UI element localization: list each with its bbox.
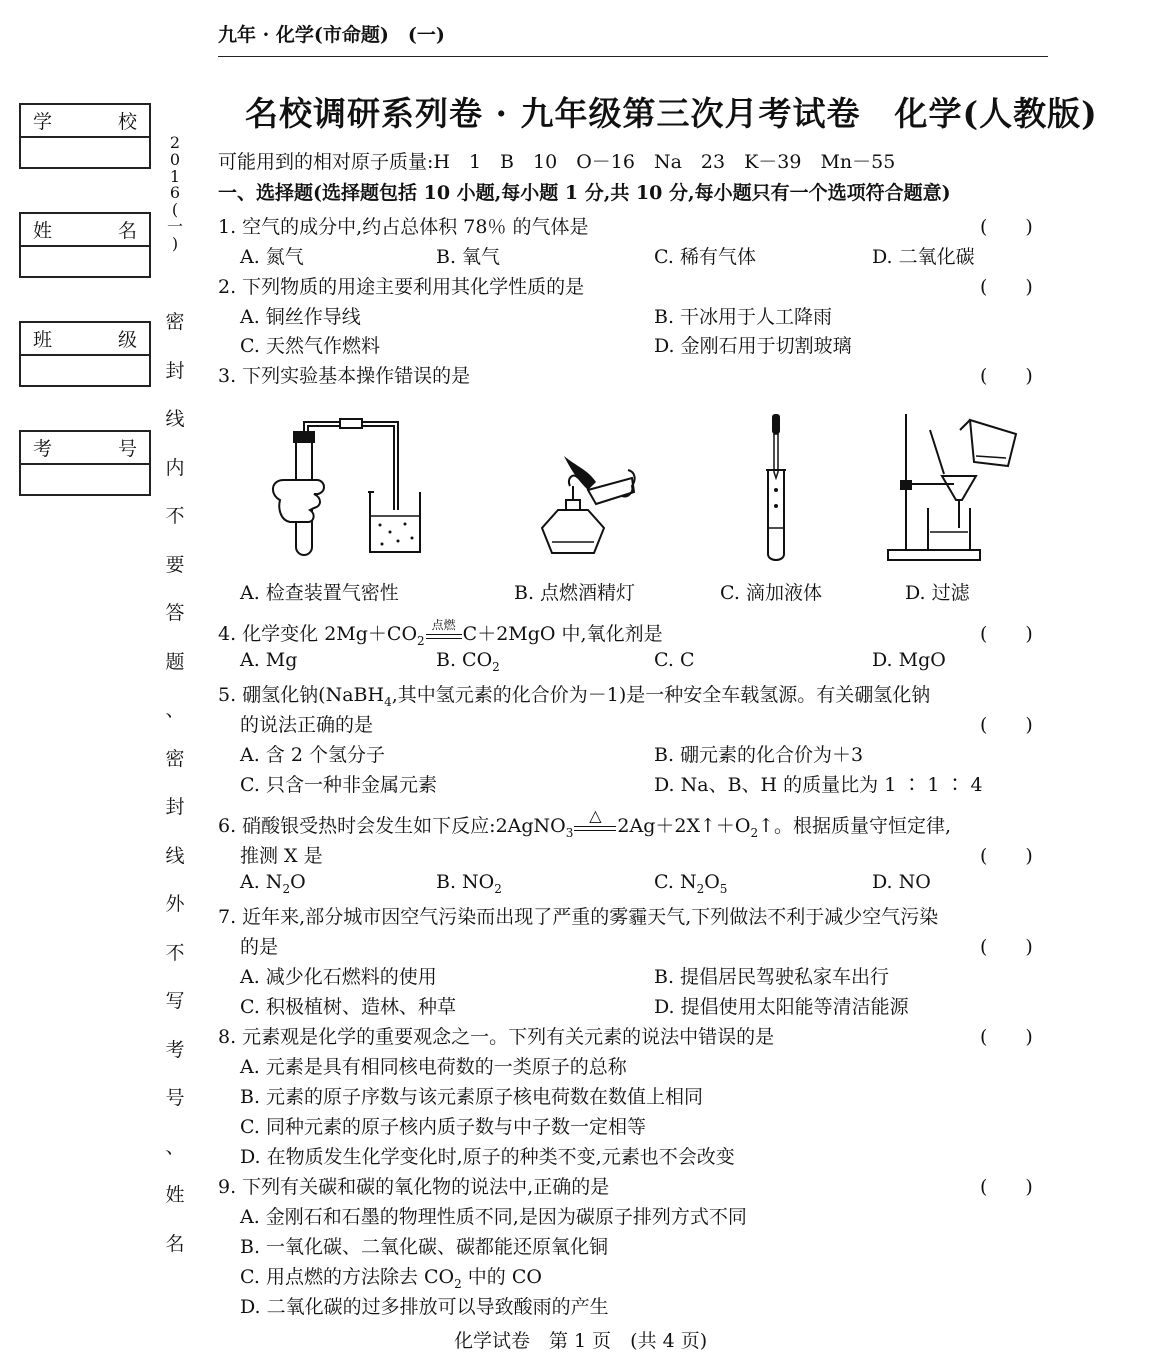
q6-option-a-pre: A. N bbox=[240, 871, 283, 893]
q9-option-a[interactable]: A. 金刚石和石墨的物理性质不同,是因为碳原子排列方式不同 bbox=[240, 1206, 747, 1228]
q8-option-a[interactable]: A. 元素是具有相同核电荷数的一类原子的总称 bbox=[240, 1056, 627, 1078]
q7-option-a[interactable]: A. 减少化石燃料的使用 bbox=[240, 966, 437, 988]
vertical-char: 、 bbox=[165, 699, 185, 721]
running-header: 九年 · 化学(市命题) (一) bbox=[218, 24, 445, 46]
q2-option-b[interactable]: B. 干冰用于人工降雨 bbox=[654, 306, 833, 328]
vertical-char: 号 bbox=[165, 1087, 185, 1109]
q4-equals-sign bbox=[425, 618, 463, 646]
q6-option-c[interactable] bbox=[654, 871, 727, 896]
q4-stem-pre: 4. 化学变化 2Mg＋CO bbox=[218, 623, 418, 645]
vertical-char: 线 bbox=[165, 844, 185, 867]
q6-stem bbox=[218, 806, 952, 840]
q5-stem bbox=[218, 680, 930, 709]
q5-option-c[interactable]: C. 只含一种非金属元素 bbox=[240, 774, 437, 796]
vertical-char: 不 bbox=[165, 505, 185, 527]
q6-no3-subscript: 3 bbox=[565, 825, 574, 840]
q2-option-d[interactable]: D. 金刚石用于切割玻璃 bbox=[654, 335, 852, 357]
name-box[interactable] bbox=[19, 212, 151, 278]
vertical-char: ) bbox=[171, 233, 179, 253]
school-box[interactable] bbox=[19, 103, 151, 169]
q9-option-c-pre: C. 用点燃的方法除去 CO bbox=[240, 1266, 455, 1288]
q5-subscript: 4 bbox=[384, 694, 392, 709]
page-footer: 化学试卷 第 1 页 (共 4 页) bbox=[454, 1330, 708, 1352]
vertical-char: 外 bbox=[165, 893, 185, 915]
vertical-char: 一 bbox=[166, 216, 183, 236]
vertical-char: ( bbox=[171, 200, 179, 220]
q6-o2-subscript: 2 bbox=[750, 825, 759, 840]
q3-option-d[interactable]: D. 过滤 bbox=[905, 582, 970, 604]
q1-option-d[interactable]: D. 二氧化碳 bbox=[872, 246, 975, 268]
vertical-char: 写 bbox=[165, 990, 185, 1012]
exam-number-label-r: 号 bbox=[117, 438, 137, 460]
q1-stem: 1. 空气的成分中,约占总体积 78％ 的气体是 bbox=[218, 216, 589, 238]
lighting-alcohol-lamp-figure bbox=[536, 448, 640, 558]
q8-answer-paren[interactable]: ( ) bbox=[980, 1026, 1033, 1048]
q4-co2-subscript: 2 bbox=[417, 633, 425, 648]
q6-equals-sign bbox=[573, 806, 617, 838]
filtration-figure bbox=[884, 410, 1024, 562]
q4-option-b-text: B. CO bbox=[436, 649, 493, 671]
class-label-r: 级 bbox=[117, 329, 137, 351]
name-label-l: 姓 bbox=[33, 220, 53, 242]
q5-answer-paren[interactable]: ( ) bbox=[980, 714, 1033, 736]
class-box[interactable] bbox=[19, 321, 151, 387]
q8-stem: 8. 元素观是化学的重要观念之一。下列有关元素的说法中错误的是 bbox=[218, 1026, 775, 1048]
school-label-r: 校 bbox=[117, 111, 137, 133]
q6-stem-end: ↑。根据质量守恒定律, bbox=[758, 815, 952, 837]
class-label-l: 班 bbox=[33, 329, 53, 351]
vertical-char: 2 bbox=[169, 133, 181, 152]
vertical-char: 密 bbox=[165, 747, 185, 770]
q6-stem-pre: 6. 硝酸银受热时会发生如下反应:2AgNO bbox=[218, 815, 566, 837]
q6-option-c-mid: O bbox=[704, 871, 720, 893]
q5-stem-line2: 的说法正确的是 bbox=[240, 714, 374, 736]
vertical-char: 考 bbox=[165, 1038, 185, 1061]
q3-option-b[interactable]: B. 点燃酒精灯 bbox=[514, 582, 636, 604]
q2-answer-paren[interactable]: ( ) bbox=[980, 276, 1033, 298]
q8-option-d[interactable]: D. 在物质发生化学变化时,原子的种类不变,元素也不会改变 bbox=[240, 1146, 735, 1168]
vertical-char: 6 bbox=[169, 183, 181, 203]
vertical-char: 1 bbox=[169, 166, 181, 186]
vertical-char: 、 bbox=[165, 1135, 185, 1158]
q8-option-b[interactable]: B. 元素的原子序数与该元素原子核电荷数在数值上相同 bbox=[240, 1086, 704, 1108]
q4-stem bbox=[218, 619, 663, 648]
q6-option-c-sub1: 2 bbox=[696, 881, 705, 896]
vertical-char: 不 bbox=[165, 941, 185, 964]
vertical-char: 封 bbox=[165, 796, 185, 818]
airtightness-check-figure bbox=[270, 410, 430, 560]
q7-stem: 7. 近年来,部分城市因空气污染而出现了严重的雾霾天气,下列做法不利于减少空气污染 bbox=[218, 906, 939, 928]
q1-option-c[interactable]: C. 稀有气体 bbox=[654, 246, 756, 268]
paper-title: 名校调研系列卷 · 九年级第三次月考试卷 化学(人教版) bbox=[245, 94, 1098, 133]
q4-option-b-subscript: 2 bbox=[492, 659, 500, 674]
q6-condition: △ bbox=[589, 806, 602, 825]
q2-stem: 2. 下列物质的用途主要利用其化学性质的是 bbox=[218, 276, 585, 298]
vertical-char: 密 bbox=[165, 311, 185, 333]
q7-option-b[interactable]: B. 提倡居民驾驶私家车出行 bbox=[654, 966, 890, 988]
q6-option-b-sub: 2 bbox=[494, 881, 502, 896]
q2-option-a[interactable]: A. 铜丝作导线 bbox=[240, 306, 361, 328]
q9-answer-paren[interactable]: ( ) bbox=[980, 1176, 1033, 1198]
q6-option-b[interactable] bbox=[436, 871, 502, 896]
q7-answer-paren[interactable]: ( ) bbox=[980, 936, 1033, 958]
q5-option-a[interactable]: A. 含 2 个氢分子 bbox=[240, 744, 385, 766]
q6-option-b-pre: B. NO bbox=[436, 871, 495, 893]
name-label-r: 名 bbox=[117, 220, 137, 242]
q3-answer-paren[interactable]: ( ) bbox=[980, 365, 1033, 387]
q3-option-c[interactable]: C. 滴加液体 bbox=[720, 582, 822, 604]
school-label-l: 学 bbox=[33, 111, 53, 133]
q4-answer-paren[interactable]: ( ) bbox=[980, 623, 1033, 645]
q3-option-a[interactable]: A. 检查装置气密性 bbox=[240, 582, 399, 604]
vertical-char: 题 bbox=[165, 650, 185, 673]
q7-option-c[interactable]: C. 积极植树、造林、种草 bbox=[240, 996, 456, 1018]
vertical-char: 姓 bbox=[165, 1184, 185, 1206]
q6-answer-paren[interactable]: ( ) bbox=[980, 845, 1033, 867]
seal-line-vertical bbox=[160, 298, 190, 1268]
q4-option-d[interactable]: D. MgO bbox=[872, 649, 946, 671]
year-vertical bbox=[160, 135, 190, 253]
q6-option-c-sub2: 5 bbox=[719, 881, 728, 896]
q5-stem-post: ,其中氢元素的化合价为－1)是一种安全车载氢源。有关硼氢化钠 bbox=[391, 684, 931, 706]
q1-answer-paren[interactable]: ( ) bbox=[980, 216, 1033, 238]
atomic-masses: 可能用到的相对原子质量:H 1 B 10 O－16 Na 23 K－39 Mn－55 bbox=[218, 151, 896, 173]
q7-stem-line2: 的是 bbox=[240, 936, 279, 958]
q1-option-b[interactable]: B. 氧气 bbox=[436, 246, 501, 268]
q9-option-c[interactable] bbox=[240, 1262, 542, 1291]
q3-stem: 3. 下列实验基本操作错误的是 bbox=[218, 365, 471, 387]
q5-option-b[interactable]: B. 硼元素的化合价为＋3 bbox=[654, 744, 864, 766]
vertical-char: 封 bbox=[165, 359, 185, 382]
section-heading: 一、选择题(选择题包括 10 小题,每小题 1 分,共 10 分,每小题只有一个选项符合题意) bbox=[218, 182, 951, 204]
q9-option-b[interactable]: B. 一氧化碳、二氧化碳、碳都能还原氧化铜 bbox=[240, 1236, 609, 1258]
q6-option-a[interactable] bbox=[240, 871, 306, 896]
vertical-char: 答 bbox=[165, 602, 185, 624]
exam-number-label-l: 考 bbox=[33, 438, 53, 460]
q5-option-d[interactable]: D. Na、B、H 的质量比为 1 ∶ 1 ∶ 4 bbox=[654, 774, 983, 796]
q9-option-d[interactable]: D. 二氧化碳的过多排放可以导致酸雨的产生 bbox=[240, 1296, 609, 1318]
q9-stem: 9. 下列有关碳和碳的氧化物的说法中,正确的是 bbox=[218, 1176, 610, 1198]
q6-stem-line2: 推测 X 是 bbox=[240, 845, 323, 867]
vertical-char: 0 bbox=[169, 149, 181, 169]
q2-option-c[interactable]: C. 天然气作燃料 bbox=[240, 335, 380, 357]
q6-option-a-post: O bbox=[290, 871, 306, 893]
q6-option-c-pre: C. N bbox=[654, 871, 697, 893]
header-rule bbox=[218, 56, 1048, 57]
exam-number-box[interactable] bbox=[19, 430, 151, 496]
q4-stem-post: C＋2MgO 中,氧化剂是 bbox=[462, 623, 663, 645]
q8-option-c[interactable]: C. 同种元素的原子核内质子数与中子数一定相等 bbox=[240, 1116, 646, 1138]
vertical-char: 内 bbox=[165, 456, 185, 479]
q7-option-d[interactable]: D. 提倡使用太阳能等清洁能源 bbox=[654, 996, 909, 1018]
q4-option-b[interactable] bbox=[436, 649, 500, 674]
q5-stem-pre: 5. 硼氢化钠(NaBH bbox=[218, 684, 385, 706]
dropping-liquid-figure bbox=[756, 410, 796, 562]
q4-option-a[interactable]: A. Mg bbox=[240, 649, 298, 671]
q6-stem-post: 2Ag＋2X↑＋O bbox=[617, 815, 751, 837]
q4-option-c[interactable]: C. C bbox=[654, 649, 695, 671]
q4-condition: 点燃 bbox=[431, 618, 456, 632]
vertical-char: 线 bbox=[165, 408, 185, 430]
vertical-char: 名 bbox=[165, 1232, 185, 1255]
vertical-char: 要 bbox=[165, 553, 185, 576]
q9-option-c-post: 中的 CO bbox=[461, 1266, 542, 1288]
q6-option-a-sub: 2 bbox=[282, 881, 291, 896]
q1-option-a[interactable]: A. 氮气 bbox=[240, 246, 304, 268]
q9-option-c-sub: 2 bbox=[454, 1276, 462, 1291]
q6-option-d[interactable]: D. NO bbox=[872, 871, 931, 893]
